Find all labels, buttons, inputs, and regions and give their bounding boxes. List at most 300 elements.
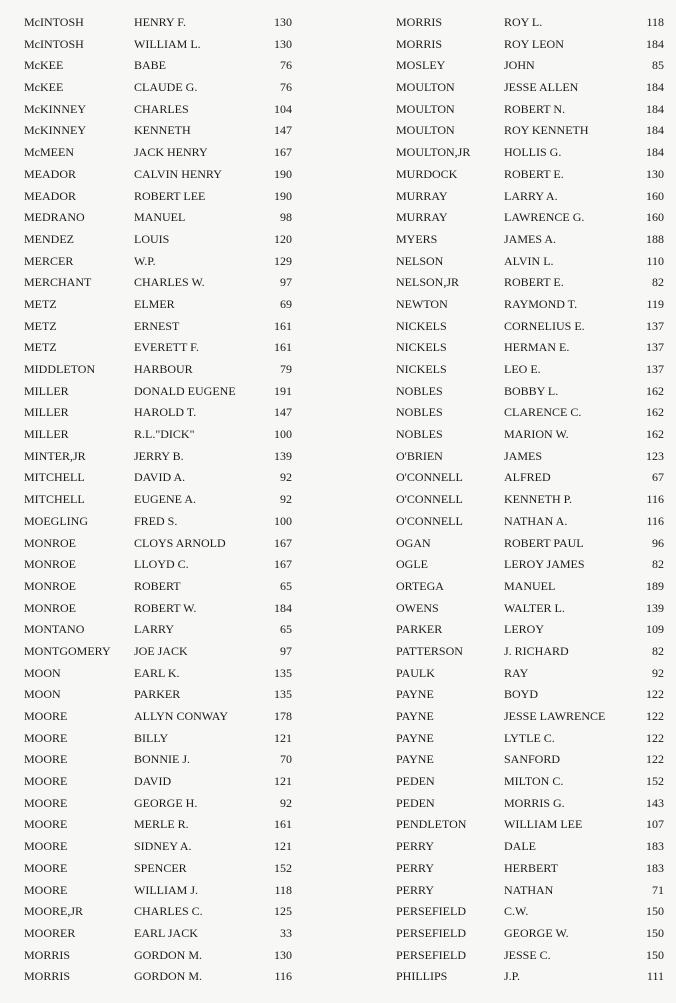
page-number-cell: 70 bbox=[280, 752, 292, 767]
given-name-cell: JESSE ALLEN bbox=[504, 80, 579, 95]
page-number-cell: 129 bbox=[274, 253, 292, 268]
given-name-cell: CHARLES W. bbox=[134, 275, 205, 290]
given-name-cell: EARL JACK bbox=[134, 925, 198, 940]
page-number-cell: 139 bbox=[274, 448, 292, 463]
surname-cell: MURRAY bbox=[396, 188, 448, 203]
page-number-cell: 135 bbox=[274, 665, 292, 680]
given-name-cell: CALVIN HENRY bbox=[134, 166, 222, 181]
name-entry-row bbox=[0, 749, 340, 771]
given-name-cell: MORRIS G. bbox=[504, 795, 565, 810]
name-entry-row bbox=[340, 619, 676, 641]
surname-cell: McKEE bbox=[24, 58, 64, 73]
surname-cell: NEWTON bbox=[396, 296, 448, 311]
given-name-cell: DAVID A. bbox=[134, 470, 186, 485]
given-name-cell: WILLIAM J. bbox=[134, 882, 198, 897]
surname-cell: NELSON,JR bbox=[396, 275, 460, 290]
given-name-cell: WALTER L. bbox=[504, 600, 565, 615]
surname-cell: MEADOR bbox=[24, 166, 77, 181]
page-number-cell: 167 bbox=[274, 145, 292, 160]
page-number-cell: 65 bbox=[280, 578, 292, 593]
surname-cell: MERCHANT bbox=[24, 275, 92, 290]
name-entry-row bbox=[0, 554, 340, 576]
name-entry-row bbox=[0, 945, 340, 967]
given-name-cell: ROBERT PAUL bbox=[504, 535, 584, 550]
name-entry-row bbox=[0, 99, 340, 121]
name-entry-row bbox=[0, 120, 340, 142]
page-number-cell: 82 bbox=[652, 275, 664, 290]
page-number-cell: 100 bbox=[274, 427, 292, 442]
name-entry-row bbox=[340, 945, 676, 967]
given-name-cell: JERRY B. bbox=[134, 448, 184, 463]
name-entry-row bbox=[340, 489, 676, 511]
surname-cell: OWENS bbox=[396, 600, 439, 615]
page-number-cell: 111 bbox=[646, 969, 664, 984]
name-entry-row bbox=[0, 836, 340, 858]
page-number-cell: 125 bbox=[274, 904, 292, 919]
page-number-cell: 130 bbox=[274, 947, 292, 962]
name-entry-row bbox=[0, 619, 340, 641]
given-name-cell: ROBERT E. bbox=[504, 275, 564, 290]
page-number-cell: 33 bbox=[280, 925, 292, 940]
page-number-cell: 71 bbox=[652, 882, 664, 897]
name-entry-row bbox=[340, 880, 676, 902]
given-name-cell: HERMAN E. bbox=[504, 340, 570, 355]
surname-cell: MORRIS bbox=[24, 947, 71, 962]
page-number-cell: 67 bbox=[652, 470, 664, 485]
name-entry-row bbox=[340, 316, 676, 338]
page-number-cell: 92 bbox=[280, 795, 292, 810]
given-name-cell: JOHN bbox=[504, 58, 535, 73]
page-number-cell: 152 bbox=[274, 860, 292, 875]
name-entry-row bbox=[340, 771, 676, 793]
page-number-cell: 184 bbox=[274, 600, 292, 615]
name-entry-row bbox=[340, 207, 676, 229]
surname-cell: MONROE bbox=[24, 578, 77, 593]
surname-cell: MOORE bbox=[24, 709, 68, 723]
surname-cell: PERSEFIELD bbox=[396, 947, 467, 962]
surname-cell: MOORE bbox=[24, 795, 68, 810]
surname-cell: MORRIS bbox=[396, 15, 443, 29]
page-number-cell: 135 bbox=[274, 687, 292, 702]
page-number-cell: 92 bbox=[280, 470, 292, 485]
name-entry-row bbox=[340, 793, 676, 815]
page-number-cell: 116 bbox=[646, 492, 664, 507]
name-entry-row bbox=[340, 251, 676, 273]
page-number-cell: 109 bbox=[646, 622, 664, 637]
page-number-cell: 183 bbox=[646, 860, 664, 875]
surname-cell: MOULTON bbox=[396, 80, 455, 95]
surname-cell: MOON bbox=[24, 687, 61, 702]
page-number-cell: 139 bbox=[646, 600, 664, 615]
name-entry-row bbox=[340, 858, 676, 880]
given-name-cell: CLARENCE C. bbox=[504, 405, 582, 420]
page-number-cell: 137 bbox=[646, 362, 664, 376]
name-entry-row bbox=[0, 55, 340, 77]
name-entry-row bbox=[340, 554, 676, 576]
name-entry-row bbox=[340, 424, 676, 446]
surname-cell: MOORE bbox=[24, 817, 68, 832]
page-number-cell: 160 bbox=[646, 188, 664, 203]
surname-cell: PARKER bbox=[396, 622, 443, 637]
surname-cell: PHILLIPS bbox=[396, 969, 448, 984]
name-entry-row bbox=[0, 424, 340, 446]
name-entry-row bbox=[340, 467, 676, 489]
given-name-cell: DONALD EUGENE bbox=[134, 383, 236, 398]
page-number-cell: 98 bbox=[280, 210, 292, 225]
name-entry-row bbox=[340, 706, 676, 728]
page-number-cell: 162 bbox=[646, 405, 664, 420]
surname-cell: PERRY bbox=[396, 882, 435, 897]
page-number-cell: 122 bbox=[646, 730, 664, 745]
given-name-cell: JAMES A. bbox=[504, 231, 557, 246]
page-number-cell: 96 bbox=[652, 535, 664, 550]
surname-cell: MIDDLETON bbox=[24, 362, 96, 376]
page-number-cell: 97 bbox=[280, 275, 292, 290]
page-number-cell: 184 bbox=[646, 145, 664, 160]
page-number-cell: 120 bbox=[274, 231, 292, 246]
given-name-cell: CLAUDE G. bbox=[134, 80, 198, 95]
surname-cell: ORTEGA bbox=[396, 578, 444, 593]
name-entry-row bbox=[0, 771, 340, 793]
name-entry-row bbox=[340, 272, 676, 294]
surname-cell: OGAN bbox=[396, 535, 431, 550]
surname-cell: McKEE bbox=[24, 80, 64, 95]
given-name-cell: LAWRENCE G. bbox=[504, 210, 585, 225]
given-name-cell: NATHAN bbox=[504, 882, 554, 897]
given-name-cell: JOE JACK bbox=[134, 643, 188, 658]
surname-cell: PAYNE bbox=[396, 752, 434, 767]
left-name-column bbox=[0, 12, 340, 988]
surname-cell: O'CONNELL bbox=[396, 492, 463, 507]
name-entry-row bbox=[0, 858, 340, 880]
page-number-cell: 161 bbox=[274, 817, 292, 832]
page-number-cell: 97 bbox=[280, 643, 292, 658]
name-entry-row bbox=[0, 511, 340, 533]
given-name-cell: HARBOUR bbox=[134, 362, 193, 376]
name-entry-row bbox=[0, 34, 340, 56]
given-name-cell: ROBERT E. bbox=[504, 166, 564, 181]
name-entry-row bbox=[340, 142, 676, 164]
page-number-cell: 162 bbox=[646, 427, 664, 442]
given-name-cell: LOUIS bbox=[134, 231, 170, 246]
page-number-cell: 150 bbox=[646, 904, 664, 919]
given-name-cell: WILLIAM L. bbox=[134, 36, 201, 51]
given-name-cell: ROBERT bbox=[134, 578, 181, 593]
surname-cell: MURRAY bbox=[396, 210, 448, 225]
given-name-cell: DALE bbox=[504, 839, 536, 854]
name-entry-row bbox=[0, 923, 340, 945]
page-number-cell: 137 bbox=[646, 318, 664, 333]
given-name-cell: CHARLES C. bbox=[134, 904, 203, 919]
surname-cell: MORRIS bbox=[24, 969, 71, 984]
page-number-cell: 147 bbox=[274, 405, 292, 420]
surname-cell: MOULTON,JR bbox=[396, 145, 471, 160]
given-name-cell: ROY L. bbox=[504, 15, 543, 29]
surname-cell: MOORE bbox=[24, 882, 68, 897]
page-number-cell: 107 bbox=[646, 817, 664, 832]
name-entry-row bbox=[340, 446, 676, 468]
page-number-cell: 130 bbox=[646, 166, 664, 181]
given-name-cell: ELMER bbox=[134, 296, 175, 311]
given-name-cell: ALLYN CONWAY bbox=[134, 709, 229, 723]
page-number-cell: 121 bbox=[274, 839, 292, 854]
given-name-cell: MERLE R. bbox=[134, 817, 189, 832]
given-name-cell: JAMES bbox=[504, 448, 543, 463]
given-name-cell: SPENCER bbox=[134, 860, 187, 875]
name-entry-row bbox=[340, 728, 676, 750]
surname-cell: MOULTON bbox=[396, 123, 455, 138]
name-entry-row bbox=[0, 77, 340, 99]
name-entry-row bbox=[340, 359, 676, 381]
page-number-cell: 130 bbox=[274, 36, 292, 51]
surname-cell: NICKELS bbox=[396, 340, 447, 355]
right-name-column bbox=[340, 12, 676, 988]
surname-cell: PERSEFIELD bbox=[396, 925, 467, 940]
name-entry-row bbox=[340, 12, 676, 34]
name-entry-row bbox=[0, 576, 340, 598]
name-entry-row bbox=[340, 749, 676, 771]
name-entry-row bbox=[340, 576, 676, 598]
given-name-cell: ALFRED bbox=[504, 470, 551, 485]
name-entry-row bbox=[340, 402, 676, 424]
given-name-cell: MANUEL bbox=[504, 578, 556, 593]
page-number-cell: 110 bbox=[646, 253, 664, 268]
name-entry-row bbox=[0, 142, 340, 164]
surname-cell: PEDEN bbox=[396, 795, 435, 810]
name-entry-row bbox=[340, 229, 676, 251]
given-name-cell: CLOYS ARNOLD bbox=[134, 535, 226, 550]
given-name-cell: GORDON M. bbox=[134, 969, 203, 984]
given-name-cell: J.P. bbox=[504, 969, 521, 984]
page-number-cell: 161 bbox=[274, 340, 292, 355]
page-number-cell: 147 bbox=[274, 123, 292, 138]
name-entry-row bbox=[0, 467, 340, 489]
surname-cell: MONROE bbox=[24, 557, 77, 572]
name-entry-row bbox=[0, 251, 340, 273]
name-entry-row bbox=[0, 728, 340, 750]
page-number-cell: 121 bbox=[274, 774, 292, 789]
given-name-cell: JACK HENRY bbox=[134, 145, 208, 160]
page-number-cell: 183 bbox=[646, 839, 664, 854]
page-number-cell: 118 bbox=[646, 15, 664, 29]
page-number-cell: 76 bbox=[280, 80, 292, 95]
given-name-cell: KENNETH bbox=[134, 123, 191, 138]
name-entry-row bbox=[340, 663, 676, 685]
given-name-cell: LYTLE C. bbox=[504, 730, 555, 745]
name-entry-row bbox=[340, 294, 676, 316]
page-number-cell: 184 bbox=[646, 123, 664, 138]
surname-cell: PATTERSON bbox=[396, 643, 463, 658]
page-number-cell: 188 bbox=[646, 231, 664, 246]
surname-cell: MONTGOMERY bbox=[24, 643, 111, 658]
page-number-cell: 184 bbox=[646, 101, 664, 116]
surname-cell: METZ bbox=[24, 340, 57, 355]
surname-cell: PAULK bbox=[396, 665, 435, 680]
name-entry-row bbox=[340, 120, 676, 142]
surname-cell: MOSLEY bbox=[396, 58, 446, 73]
given-name-cell: W.P. bbox=[134, 253, 156, 268]
surname-cell: PERRY bbox=[396, 839, 435, 854]
surname-cell: McKINNEY bbox=[24, 101, 86, 116]
given-name-cell: ALVIN L. bbox=[504, 253, 554, 268]
surname-cell: O'BRIEN bbox=[396, 448, 443, 463]
page-number-cell: 82 bbox=[652, 643, 664, 658]
page-number-cell: 69 bbox=[280, 296, 292, 311]
name-entry-row bbox=[0, 641, 340, 663]
name-entry-row bbox=[0, 207, 340, 229]
surname-cell: OGLE bbox=[396, 557, 428, 572]
surname-cell: NOBLES bbox=[396, 383, 443, 398]
given-name-cell: LEO E. bbox=[504, 362, 541, 376]
given-name-cell: BOBBY L. bbox=[504, 383, 559, 398]
surname-cell: MILLER bbox=[24, 383, 69, 398]
given-name-cell: MILTON C. bbox=[504, 774, 564, 789]
name-entry-row bbox=[340, 641, 676, 663]
page-number-cell: 92 bbox=[652, 665, 664, 680]
surname-cell: NICKELS bbox=[396, 318, 447, 333]
name-entry-row bbox=[340, 381, 676, 403]
given-name-cell: GEORGE W. bbox=[504, 925, 569, 940]
given-name-cell: BOYD bbox=[504, 687, 539, 702]
name-entry-row bbox=[340, 966, 676, 988]
given-name-cell: EUGENE A. bbox=[134, 492, 196, 507]
given-name-cell: DAVID bbox=[134, 774, 172, 789]
surname-cell: MOORE bbox=[24, 774, 68, 789]
name-entry-row bbox=[0, 186, 340, 208]
page-number-cell: 190 bbox=[274, 188, 292, 203]
name-entry-row bbox=[0, 164, 340, 186]
name-entry-row bbox=[0, 598, 340, 620]
given-name-cell: LEROY JAMES bbox=[504, 557, 585, 572]
given-name-cell: GORDON M. bbox=[134, 947, 203, 962]
given-name-cell: RAYMOND T. bbox=[504, 296, 578, 311]
page-number-cell: 116 bbox=[646, 513, 664, 528]
page-number-cell: 92 bbox=[280, 492, 292, 507]
name-entry-row bbox=[340, 164, 676, 186]
surname-cell: McINTOSH bbox=[24, 36, 84, 51]
name-entry-row bbox=[0, 272, 340, 294]
name-entry-row bbox=[0, 533, 340, 555]
page-number-cell: 122 bbox=[646, 709, 664, 723]
name-entry-row bbox=[340, 337, 676, 359]
surname-cell: McKINNEY bbox=[24, 123, 86, 138]
surname-cell: McMEEN bbox=[24, 145, 74, 160]
surname-cell: MOULTON bbox=[396, 101, 455, 116]
given-name-cell: ROBERT W. bbox=[134, 600, 197, 615]
page-number-cell: 123 bbox=[646, 448, 664, 463]
name-entry-row bbox=[0, 316, 340, 338]
surname-cell: PERRY bbox=[396, 860, 435, 875]
surname-cell: MITCHELL bbox=[24, 470, 85, 485]
page-number-cell: 150 bbox=[646, 925, 664, 940]
surname-cell: MOORER bbox=[24, 925, 76, 940]
name-entry-row bbox=[0, 381, 340, 403]
surname-cell: MURDOCK bbox=[396, 166, 458, 181]
name-entry-row bbox=[340, 923, 676, 945]
name-entry-row bbox=[340, 684, 676, 706]
name-entry-row bbox=[0, 294, 340, 316]
name-entry-row bbox=[340, 814, 676, 836]
given-name-cell: PARKER bbox=[134, 687, 181, 702]
page-number-cell: 178 bbox=[274, 709, 292, 723]
name-entry-row bbox=[340, 77, 676, 99]
given-name-cell: FRED S. bbox=[134, 513, 178, 528]
page-number-cell: 116 bbox=[274, 969, 292, 984]
surname-cell: MOORE,JR bbox=[24, 904, 84, 919]
name-entry-row bbox=[0, 337, 340, 359]
name-entry-row bbox=[0, 901, 340, 923]
page-number-cell: 82 bbox=[652, 557, 664, 572]
surname-cell: PEDEN bbox=[396, 774, 435, 789]
surname-cell: O'CONNELL bbox=[396, 513, 463, 528]
surname-cell: NELSON bbox=[396, 253, 444, 268]
given-name-cell: HOLLIS G. bbox=[504, 145, 562, 160]
surname-cell: MERCER bbox=[24, 253, 74, 268]
name-entry-row bbox=[0, 229, 340, 251]
surname-cell: PENDLETON bbox=[396, 817, 467, 832]
name-entry-row bbox=[0, 966, 340, 988]
page-number-cell: 76 bbox=[280, 58, 292, 73]
name-entry-row bbox=[0, 706, 340, 728]
given-name-cell: EARL K. bbox=[134, 665, 180, 680]
given-name-cell: RAY bbox=[504, 665, 529, 680]
surname-cell: MITCHELL bbox=[24, 492, 85, 507]
name-entry-row bbox=[340, 99, 676, 121]
page-number-cell: 160 bbox=[646, 210, 664, 225]
page-number-cell: 119 bbox=[646, 296, 664, 311]
name-entry-row bbox=[0, 402, 340, 424]
surname-cell: PAYNE bbox=[396, 730, 434, 745]
surname-cell: METZ bbox=[24, 318, 57, 333]
given-name-cell: SIDNEY A. bbox=[134, 839, 192, 854]
name-entry-row bbox=[0, 489, 340, 511]
surname-cell: NOBLES bbox=[396, 405, 443, 420]
name-entry-row bbox=[340, 598, 676, 620]
given-name-cell: CORNELIUS E. bbox=[504, 318, 585, 333]
given-name-cell: R.L."DICK" bbox=[134, 427, 195, 442]
surname-cell: MONTANO bbox=[24, 622, 85, 637]
given-name-cell: LARRY A. bbox=[504, 188, 558, 203]
surname-cell: PAYNE bbox=[396, 687, 434, 702]
given-name-cell: ROY KENNETH bbox=[504, 123, 589, 138]
given-name-cell: KENNETH P. bbox=[504, 492, 572, 507]
given-name-cell: NATHAN A. bbox=[504, 513, 568, 528]
given-name-cell: JESSE C. bbox=[504, 947, 551, 962]
page-number-cell: 121 bbox=[274, 730, 292, 745]
given-name-cell: ROBERT N. bbox=[504, 101, 566, 116]
surname-cell: MORRIS bbox=[396, 36, 443, 51]
page-number-cell: 191 bbox=[274, 383, 292, 398]
name-entry-row bbox=[340, 836, 676, 858]
name-entry-row bbox=[0, 12, 340, 34]
name-entry-row bbox=[0, 663, 340, 685]
given-name-cell: MARION W. bbox=[504, 427, 569, 442]
name-entry-row bbox=[0, 814, 340, 836]
page-number-cell: 162 bbox=[646, 383, 664, 398]
surname-cell: METZ bbox=[24, 296, 57, 311]
given-name-cell: JESSE LAWRENCE bbox=[504, 709, 606, 723]
given-name-cell: CHARLES bbox=[134, 101, 189, 116]
page-number-cell: 152 bbox=[646, 774, 664, 789]
name-entry-row bbox=[0, 359, 340, 381]
page-number-cell: 130 bbox=[274, 15, 292, 29]
name-entry-row bbox=[340, 901, 676, 923]
page-number-cell: 190 bbox=[274, 166, 292, 181]
surname-cell: O'CONNELL bbox=[396, 470, 463, 485]
name-entry-row bbox=[340, 511, 676, 533]
given-name-cell: SANFORD bbox=[504, 752, 561, 767]
given-name-cell: BILLY bbox=[134, 730, 169, 745]
